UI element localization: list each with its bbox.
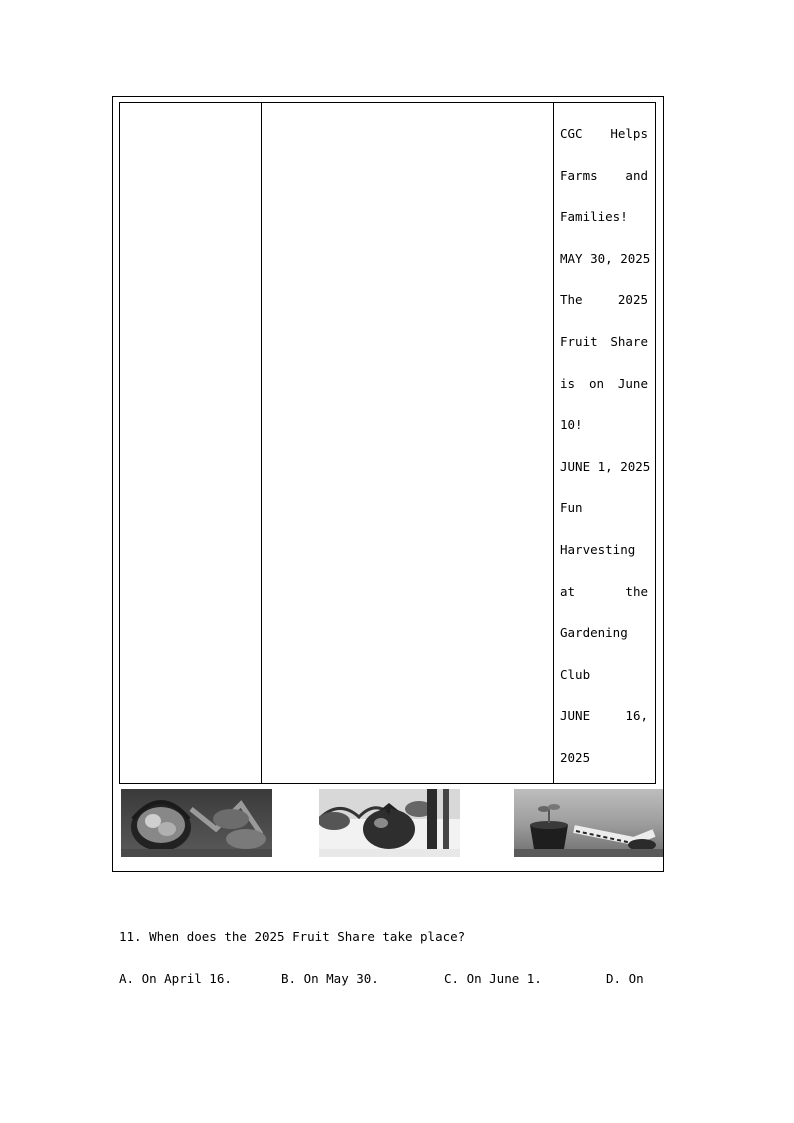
option-d[interactable]: D. On (606, 971, 644, 986)
news-line: is on June (560, 375, 648, 391)
vegetable-basket-photo (121, 789, 272, 857)
question-stem: 11. When does the 2025 Fruit Share take place? (119, 929, 466, 944)
notice-table (119, 102, 656, 784)
news-line: The 2025 (560, 292, 648, 308)
news-line: Harvesting (560, 541, 636, 557)
option-a[interactable]: A. On April 16. (119, 971, 232, 986)
option-b[interactable]: B. On May 30. (281, 971, 379, 986)
news-line: at the (560, 583, 648, 599)
news-headline-end: 10! (560, 417, 583, 433)
news-line: Fun (560, 500, 583, 516)
news-line: Farms and (560, 167, 648, 183)
news-column (560, 123, 651, 789)
news-line: Gardening (560, 625, 628, 641)
option-c[interactable]: C. On June 1. (444, 971, 542, 986)
news-date: MAY 30, 2025 (560, 250, 651, 266)
news-line: CGC Helps (560, 126, 648, 141)
column-divider (261, 103, 262, 783)
news-date: 2025 (560, 749, 591, 765)
news-date: JUNE 1, 2025 (560, 458, 651, 474)
garden-tools-photo (514, 789, 663, 857)
news-line: Fruit Share (560, 333, 648, 349)
news-headline-end: Club (560, 666, 591, 682)
news-headline-end: Families! (560, 209, 628, 225)
tomato-photo (319, 789, 460, 857)
news-date: JUNE 16, (560, 708, 648, 724)
column-divider (553, 103, 554, 783)
